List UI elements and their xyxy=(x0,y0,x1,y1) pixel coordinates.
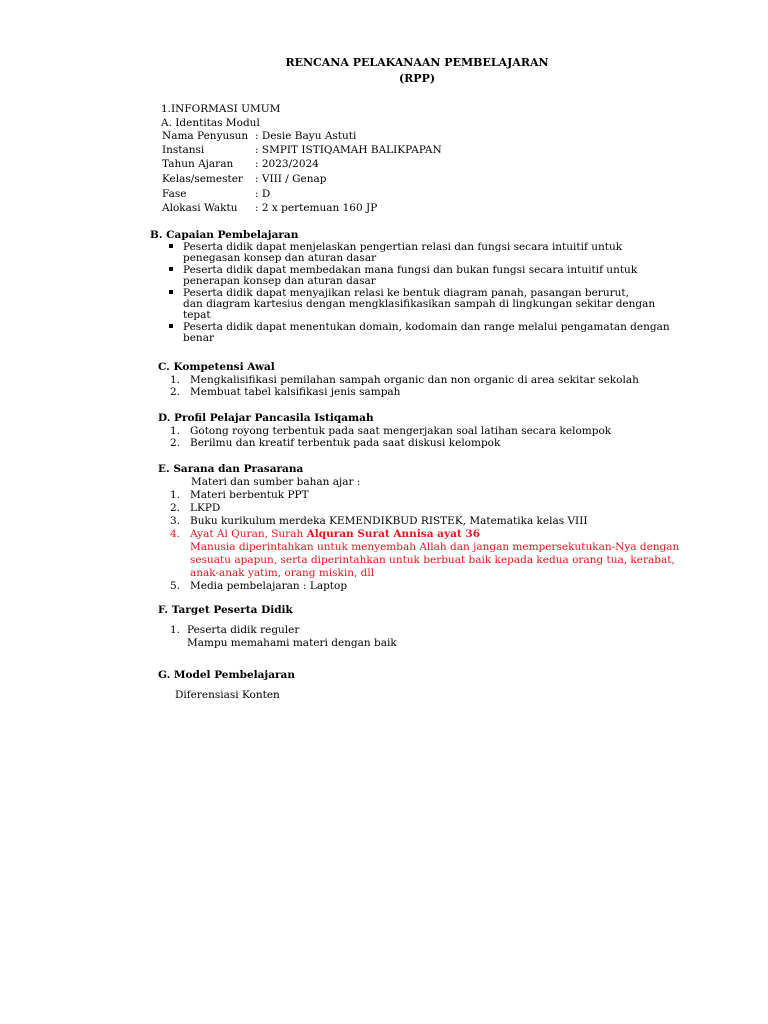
list-number: 2. xyxy=(170,386,181,398)
bullet-icon xyxy=(169,290,173,294)
capaian-line: dan diagram kartesius dengan mengklasifikasikan sampah di lingkungan sekitar dengan xyxy=(183,298,656,310)
info-label: Alokasi Waktu xyxy=(162,202,238,214)
capaian-line: tepat xyxy=(183,309,211,321)
section-heading-profil: D. Profil Pelajar Pancasila Istiqamah xyxy=(158,412,374,424)
info-label: Nama Penyusun xyxy=(162,130,249,142)
bullet-icon xyxy=(169,324,173,328)
info-value: : 2023/2024 xyxy=(255,158,319,170)
info-value: : D xyxy=(255,188,271,200)
bullet-icon xyxy=(169,267,173,271)
section-heading-target: F. Target Peserta Didik xyxy=(158,604,293,616)
model-text: Diferensiasi Konten xyxy=(175,689,280,701)
quran-meaning-line: Manusia diperintahkan untuk menyembah Allah dan jangan mempersekutukan-Nya dengan xyxy=(190,541,680,553)
list-item: Media pembelajaran : Laptop xyxy=(190,580,348,592)
list-number: 1. xyxy=(170,425,181,437)
info-value: : SMPIT ISTIQAMAH BALIKPAPAN xyxy=(255,144,442,156)
info-label: Tahun Ajaran xyxy=(162,158,234,170)
section-heading-kompetensi: C. Kompetensi Awal xyxy=(158,361,275,373)
section-heading-sarana: E. Sarana dan Prasarana xyxy=(158,463,304,475)
capaian-line: penegasan konsep dan aturan dasar xyxy=(183,252,377,264)
list-item: Mengkalisifikasi pemilahan sampah organic dan non organic di area sekitar sekolah xyxy=(190,374,639,386)
capaian-line: Peserta didik dapat menentukan domain, kodomain dan range melalui pengamatan dengan xyxy=(183,321,670,333)
list-number: 2. xyxy=(170,437,181,449)
capaian-line: Peserta didik dapat menyajikan relasi ke bentuk diagram panah, pasangan berurut, xyxy=(183,287,629,299)
target-item: Peserta didik reguler xyxy=(187,624,300,636)
capaian-line: benar xyxy=(183,332,214,344)
document-title: RENCANA PELAKANAAN PEMBELAJARAN xyxy=(285,56,549,69)
list-number: 4. xyxy=(170,528,181,540)
list-item: Berilmu dan kreatif terbentuk pada saat diskusi kelompok xyxy=(190,437,501,449)
list-number: 3. xyxy=(170,515,181,527)
info-label: Instansi xyxy=(162,144,205,156)
info-value: : Desie Bayu Astuti xyxy=(255,130,357,142)
list-item: Buku kurikulum merdeka KEMENDIKBUD RISTEK, Matematika kelas VIII xyxy=(190,515,588,527)
sarana-intro: Materi dan sumber bahan ajar : xyxy=(191,476,361,488)
info-label: Kelas/semester xyxy=(162,173,243,185)
list-number: 1. xyxy=(170,624,181,636)
info-label: Fase xyxy=(162,188,187,200)
capaian-line: Peserta didik dapat membedakan mana fungsi dan bukan fungsi secara intuitif untuk xyxy=(183,264,638,276)
info-value: : VIII / Genap xyxy=(255,173,327,185)
section-heading-capaian: B. Capaian Pembelajaran xyxy=(150,229,299,241)
quran-surah: Alquran Surat Annisa ayat 36 xyxy=(306,528,481,540)
list-number: 2. xyxy=(170,502,181,514)
info-value: : 2 x pertemuan 160 JP xyxy=(255,202,378,214)
quran-meaning-line: anak-anak yatim, orang miskin, dll xyxy=(190,567,375,579)
bullet-icon xyxy=(169,244,173,248)
document-subtitle: (RPP) xyxy=(398,72,436,85)
list-item: LKPD xyxy=(190,502,221,514)
target-detail: Mampu memahami materi dengan baik xyxy=(187,637,397,649)
capaian-line: Peserta didik dapat menjelaskan pengertian relasi dan fungsi secara intuitif untuk xyxy=(183,241,623,253)
section-heading-info: 1.INFORMASI UMUM xyxy=(161,103,281,115)
quran-meaning-line: sesuatu apapun, serta diperintahkan untuk berbuat baik kepada kedua orang tua, kerabat, xyxy=(190,554,675,566)
quran-reference-prefix: Ayat Al Quran, Surah xyxy=(190,528,307,540)
subheading-identitas: A. Identitas Modul xyxy=(161,117,260,129)
list-number: 1. xyxy=(170,374,181,386)
list-item: Materi berbentuk PPT xyxy=(190,489,309,501)
list-number: 1. xyxy=(170,489,181,501)
capaian-line: penerapan konsep dan aturan dasar xyxy=(183,275,376,287)
list-item: Gotong royong terbentuk pada saat mengerjakan soal latihan secara kelompok xyxy=(190,425,612,437)
list-item: Membuat tabel kalsifikasi jenis sampah xyxy=(190,386,401,398)
quran-reference xyxy=(190,528,480,540)
list-number: 5. xyxy=(170,580,181,592)
section-heading-model: G. Model Pembelajaran xyxy=(158,669,295,681)
